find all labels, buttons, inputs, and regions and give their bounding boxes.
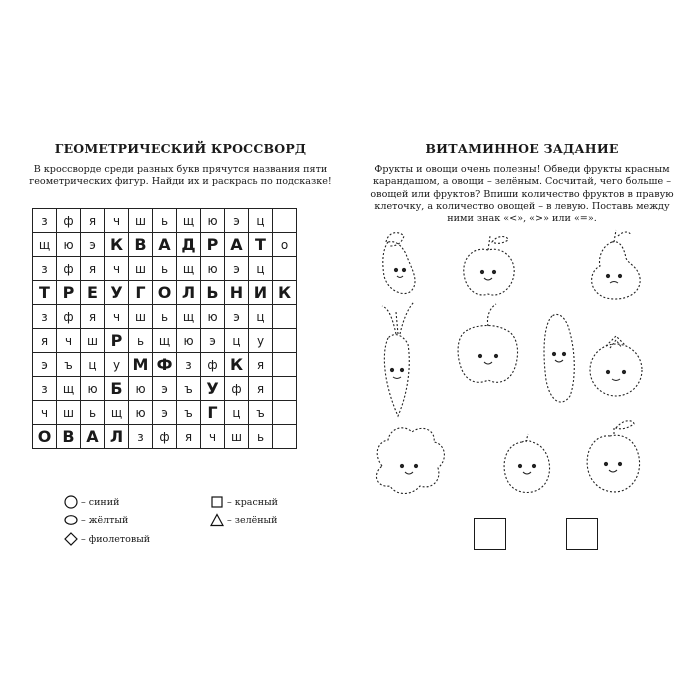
ellipse-shape-icon — [64, 513, 78, 527]
crossword-cell[interactable]: ш — [81, 329, 105, 353]
pear-icon — [592, 230, 641, 299]
crossword-cell[interactable]: я — [177, 425, 201, 449]
vegetables-count-box[interactable] — [474, 518, 506, 550]
crossword-cell[interactable]: ъ — [177, 377, 201, 401]
crossword-cell[interactable]: ф — [57, 305, 81, 329]
crossword-cell[interactable]: ч — [33, 401, 57, 425]
tomato-icon — [590, 336, 642, 396]
lemon-icon — [504, 434, 549, 493]
crossword-row — [33, 377, 297, 401]
crossword-cell[interactable]: М — [129, 353, 153, 377]
crossword-cell[interactable]: О — [33, 425, 57, 449]
crossword-cell[interactable]: ш — [129, 257, 153, 281]
crossword-cell[interactable]: ю — [177, 329, 201, 353]
crossword-cell[interactable]: ч — [105, 257, 129, 281]
crossword-cell[interactable]: ю — [129, 377, 153, 401]
crossword-cell[interactable]: э — [153, 401, 177, 425]
crossword-row — [33, 329, 297, 353]
crossword-row — [33, 425, 297, 449]
crossword-cell[interactable]: У — [201, 377, 225, 401]
crossword-cell[interactable] — [273, 377, 297, 401]
crossword-cell[interactable]: Н — [225, 281, 249, 305]
crossword-cell[interactable]: Д — [177, 233, 201, 257]
crossword-cell[interactable]: ю — [57, 233, 81, 257]
crossword-cell[interactable] — [273, 257, 297, 281]
crossword-cell[interactable]: з — [33, 305, 57, 329]
crossword-cell[interactable]: ш — [225, 425, 249, 449]
crossword-cell[interactable]: з — [33, 209, 57, 233]
crossword-cell[interactable]: щ — [105, 401, 129, 425]
crossword-cell[interactable]: о — [273, 233, 297, 257]
crossword-cell[interactable]: К — [105, 233, 129, 257]
triangle-shape-icon — [210, 513, 224, 527]
crossword-cell[interactable]: ш — [57, 401, 81, 425]
crossword-cell[interactable]: я — [249, 377, 273, 401]
crossword-cell[interactable]: Г — [201, 401, 225, 425]
crossword-cell[interactable]: В — [129, 233, 153, 257]
crossword-cell[interactable]: я — [33, 329, 57, 353]
crossword-cell[interactable] — [273, 425, 297, 449]
apple-icon — [464, 236, 514, 295]
crossword-cell[interactable]: я — [81, 257, 105, 281]
crossword-cell[interactable]: щ — [57, 377, 81, 401]
page-title-crossword: ГЕОМЕТРИЧЕСКИЙ КРОССВОРД — [54, 141, 307, 156]
crossword-cell[interactable]: А — [153, 233, 177, 257]
cauliflower-icon — [376, 428, 444, 494]
crossword-row — [33, 305, 297, 329]
crossword-cell[interactable]: Т — [249, 233, 273, 257]
fruits-count-box[interactable] — [566, 518, 598, 550]
crossword-cell[interactable]: ю — [81, 377, 105, 401]
crossword-cell[interactable]: ф — [57, 257, 81, 281]
crossword-cell[interactable]: ь — [129, 329, 153, 353]
crossword-cell[interactable]: щ — [177, 305, 201, 329]
crossword-cell[interactable]: э — [225, 257, 249, 281]
crossword-row — [33, 233, 297, 257]
crossword-cell[interactable]: ц — [249, 209, 273, 233]
crossword-row — [33, 401, 297, 425]
crossword-cell[interactable]: ю — [201, 257, 225, 281]
legend-item-circle — [64, 495, 119, 509]
legend-label: – зелёный — [227, 514, 278, 526]
crossword-cell[interactable]: ц — [249, 257, 273, 281]
crossword-cell[interactable]: э — [33, 353, 57, 377]
crossword-cell[interactable]: у — [105, 353, 129, 377]
page-title-vitamin: ВИТАМИННОЕ ЗАДАНИЕ — [425, 141, 619, 156]
crossword-cell[interactable] — [273, 401, 297, 425]
crossword-cell[interactable]: ч — [57, 329, 81, 353]
crossword-cell[interactable]: ф — [153, 425, 177, 449]
crossword-cell[interactable]: ь — [153, 257, 177, 281]
crossword-cell[interactable]: ф — [201, 353, 225, 377]
legend-label: – жёлтый — [81, 514, 129, 526]
crossword-cell[interactable]: з — [33, 257, 57, 281]
crossword-cell[interactable]: ч — [105, 305, 129, 329]
crossword-cell[interactable]: э — [225, 305, 249, 329]
crossword-cell[interactable]: К — [273, 281, 297, 305]
crossword-cell[interactable]: ъ — [249, 401, 273, 425]
crossword-cell[interactable]: Ф — [153, 353, 177, 377]
eggplant-icon — [383, 233, 415, 294]
crossword-cell[interactable]: В — [57, 425, 81, 449]
crossword-row — [33, 209, 297, 233]
cucumber-icon — [544, 314, 574, 402]
crossword-cell[interactable]: ц — [225, 401, 249, 425]
crossword-row — [33, 281, 297, 305]
crossword-cell[interactable]: Б — [105, 377, 129, 401]
peach-icon — [587, 421, 639, 492]
crossword-cell[interactable]: О — [153, 281, 177, 305]
crossword-cell[interactable]: У — [105, 281, 129, 305]
crossword-cell[interactable]: щ — [177, 257, 201, 281]
crossword-cell[interactable]: щ — [153, 329, 177, 353]
crossword-cell[interactable]: ю — [201, 305, 225, 329]
crossword-cell[interactable]: ю — [201, 209, 225, 233]
crossword-cell[interactable]: ф — [225, 377, 249, 401]
crossword-cell[interactable]: А — [225, 233, 249, 257]
color-legend — [64, 495, 324, 575]
circle-shape-icon — [64, 495, 78, 509]
crossword-instructions: В кроссворде среди разных букв прячутся названия пяти геометрических фигур. Найди их и раскрась по подсказке! — [29, 164, 332, 188]
left-page — [18, 140, 343, 545]
crossword-cell[interactable]: ъ — [177, 401, 201, 425]
bell-pepper-icon — [458, 304, 517, 382]
legend-item-diamond — [64, 532, 150, 546]
crossword-cell[interactable]: щ — [177, 209, 201, 233]
crossword-cell[interactable]: з — [33, 377, 57, 401]
crossword-cell[interactable]: ш — [129, 305, 153, 329]
fruits-vegetables-drawing — [362, 220, 682, 580]
carrot-icon — [382, 302, 414, 416]
crossword-cell[interactable]: ь — [249, 425, 273, 449]
crossword-row — [33, 353, 297, 377]
crossword-cell[interactable]: Т — [33, 281, 57, 305]
crossword-cell[interactable]: щ — [33, 233, 57, 257]
legend-item-ellipse — [64, 513, 128, 527]
crossword-cell[interactable]: э — [201, 329, 225, 353]
crossword-cell[interactable]: Р — [105, 329, 129, 353]
crossword-cell[interactable]: я — [249, 353, 273, 377]
crossword-cell[interactable]: ь — [153, 305, 177, 329]
crossword-cell[interactable]: И — [249, 281, 273, 305]
crossword-cell[interactable] — [273, 209, 297, 233]
vitamin-instructions: Фрукты и овощи очень полезны! Обведи фрукты красным карандашом, а овощи – зелёным. Сосчитай, чего больше – овощей или фруктов? Впиши количество фруктов в правую клеточку, а количество овощей – в левую. Поставь между ними знак «<», «>» или «=». — [370, 164, 674, 225]
crossword-grid — [32, 208, 297, 449]
crossword-cell[interactable]: з — [177, 353, 201, 377]
crossword-cell[interactable]: ц — [225, 329, 249, 353]
crossword-cell[interactable]: Ь — [201, 281, 225, 305]
crossword-cell[interactable]: Е — [81, 281, 105, 305]
crossword-cell[interactable]: Р — [57, 281, 81, 305]
legend-label: – красный — [227, 496, 278, 508]
crossword-cell[interactable]: ц — [249, 305, 273, 329]
crossword-cell[interactable]: ц — [81, 353, 105, 377]
crossword-cell[interactable]: э — [225, 209, 249, 233]
crossword-cell[interactable]: ь — [153, 209, 177, 233]
crossword-cell[interactable]: К — [225, 353, 249, 377]
crossword-cell[interactable]: я — [81, 209, 105, 233]
crossword-cell[interactable] — [273, 329, 297, 353]
crossword-cell[interactable]: я — [81, 305, 105, 329]
crossword-cell[interactable] — [273, 305, 297, 329]
crossword-cell[interactable]: э — [153, 377, 177, 401]
crossword-cell[interactable]: ъ — [57, 353, 81, 377]
crossword-cell[interactable]: з — [129, 425, 153, 449]
crossword-cell[interactable]: ф — [57, 209, 81, 233]
crossword-cell[interactable]: ш — [129, 209, 153, 233]
crossword-cell[interactable] — [273, 353, 297, 377]
crossword-cell[interactable]: А — [81, 425, 105, 449]
crossword-cell[interactable]: э — [81, 233, 105, 257]
legend-item-square — [210, 495, 278, 509]
legend-label: – фиолетовый — [81, 533, 151, 545]
crossword-cell[interactable]: у — [249, 329, 273, 353]
crossword-row — [33, 257, 297, 281]
square-shape-icon — [210, 495, 224, 509]
crossword-cell[interactable]: Г — [129, 281, 153, 305]
crossword-cell[interactable]: Р — [201, 233, 225, 257]
right-page — [362, 140, 682, 225]
crossword-cell[interactable]: ь — [81, 401, 105, 425]
legend-item-triangle — [210, 513, 277, 527]
diamond-shape-icon — [64, 532, 78, 546]
crossword-cell[interactable]: Л — [105, 425, 129, 449]
crossword-cell[interactable]: ю — [129, 401, 153, 425]
crossword-cell[interactable]: Л — [177, 281, 201, 305]
crossword-cell[interactable]: ч — [201, 425, 225, 449]
crossword-cell[interactable]: ч — [105, 209, 129, 233]
legend-label: – синий — [81, 496, 120, 508]
